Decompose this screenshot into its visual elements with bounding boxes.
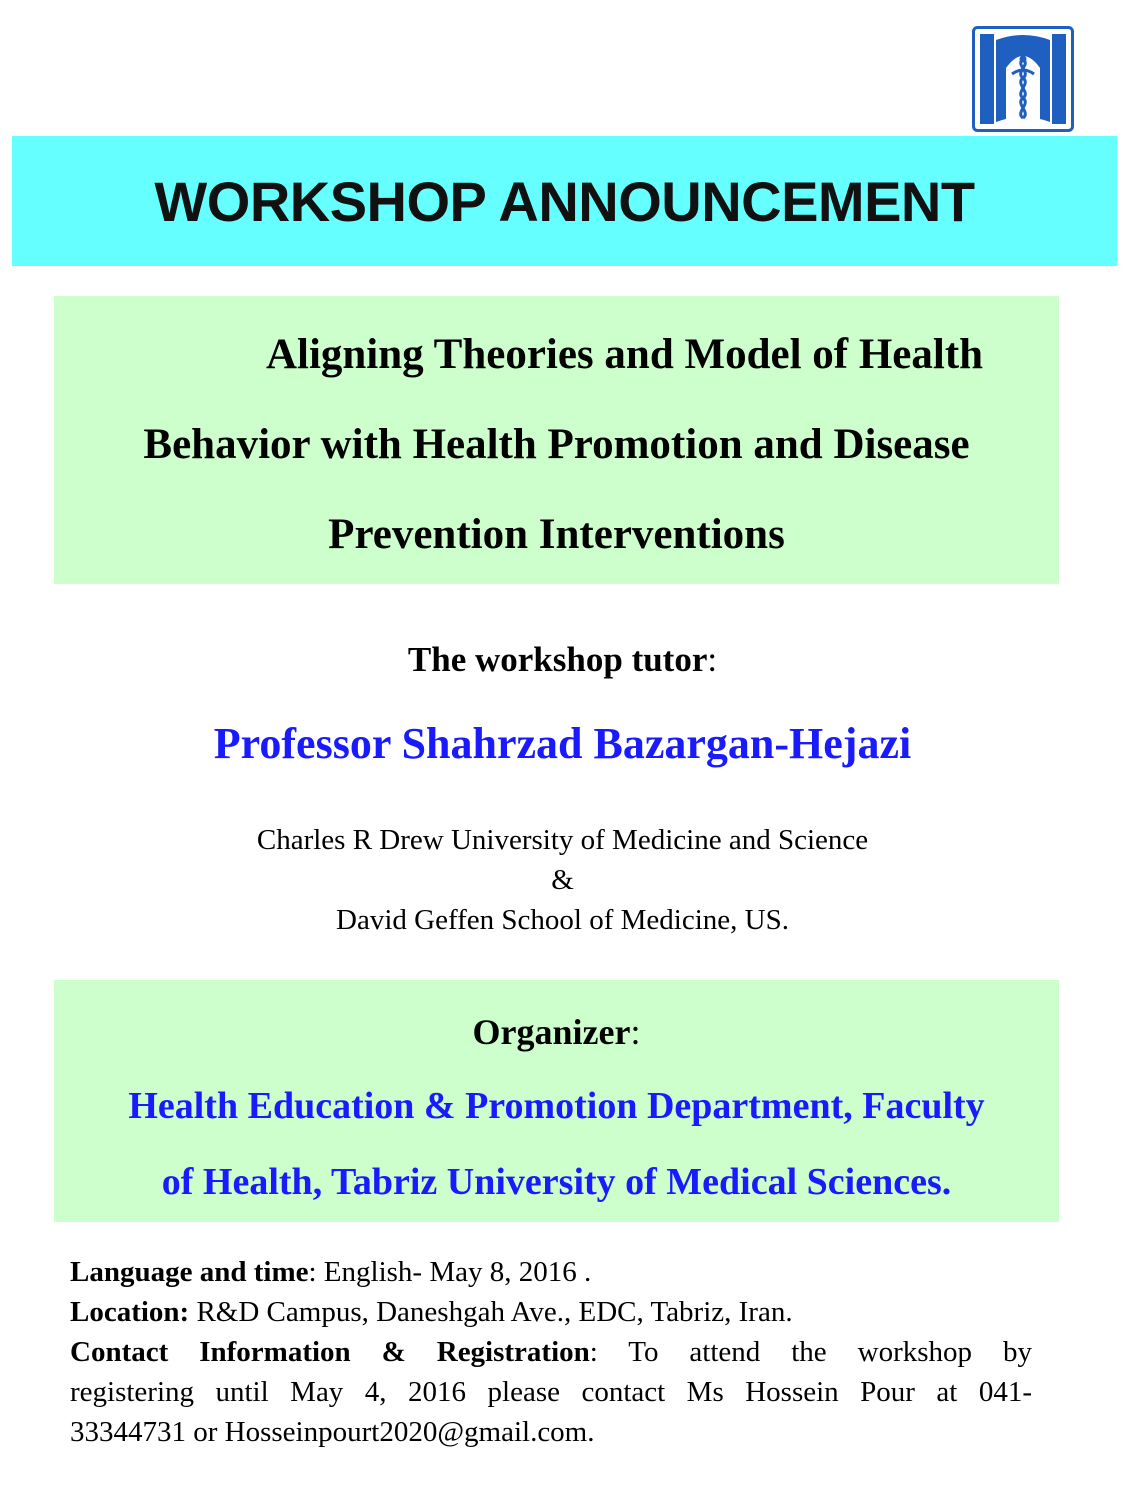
contact-line-2: registering until May 4, 2016 please contact Ms Hossein Pour at 041-: [70, 1376, 1032, 1408]
workshop-title-line-2: Behavior with Health Promotion and Disease: [143, 421, 970, 468]
organizer-box: [54, 980, 1059, 1222]
contact-line-1: [70, 1332, 1032, 1372]
organizer-heading-colon: :: [630, 1012, 641, 1052]
tutor-heading-label: The workshop tutor: [407, 640, 708, 679]
tutor-affiliation-amp: &: [551, 864, 574, 896]
organizer-heading-label: Organizer: [472, 1012, 631, 1052]
tutor-affiliation-1: Charles R Drew University of Medicine and Science: [256, 824, 869, 856]
banner-title: WORKSHOP ANNOUNCEMENT: [154, 169, 975, 233]
tutor-heading: [0, 638, 1125, 682]
organizer-line-1: Health Education & Promotion Department, Faculty: [128, 1085, 985, 1127]
contact-label: Contact Information & Registration: [70, 1336, 590, 1368]
tutor-name: Professor Shahrzad Bazargan-Hejazi: [213, 719, 912, 768]
location-line: [70, 1292, 1032, 1332]
location-label: Location:: [70, 1296, 190, 1328]
language-time-value: : English- May 8, 2016 .: [308, 1256, 592, 1288]
contact-line-1-text: : To attend the workshop by: [589, 1336, 1032, 1368]
announcement-banner: [12, 136, 1117, 266]
workshop-title-line-3: Prevention Interventions: [328, 511, 785, 558]
contact-line-3: 33344731 or Hosseinpourt2020@gmail.com.: [70, 1416, 595, 1448]
language-time-label: Language and time: [70, 1256, 309, 1288]
organizer-heading: [54, 1010, 1059, 1054]
language-time-line: [70, 1252, 1032, 1292]
university-emblem-icon: [972, 26, 1074, 132]
tutor-affiliation-2: David Geffen School of Medicine, US.: [336, 904, 789, 936]
organizer-line-2: of Health, Tabriz University of Medical Sciences.: [161, 1161, 952, 1203]
tutor-heading-colon: :: [707, 640, 718, 679]
workshop-title-box: [54, 296, 1059, 584]
location-value: R&D Campus, Daneshgah Ave., EDC, Tabriz, Iran.: [189, 1296, 793, 1328]
workshop-title-line-1: Aligning Theories and Model of Health: [265, 331, 984, 378]
